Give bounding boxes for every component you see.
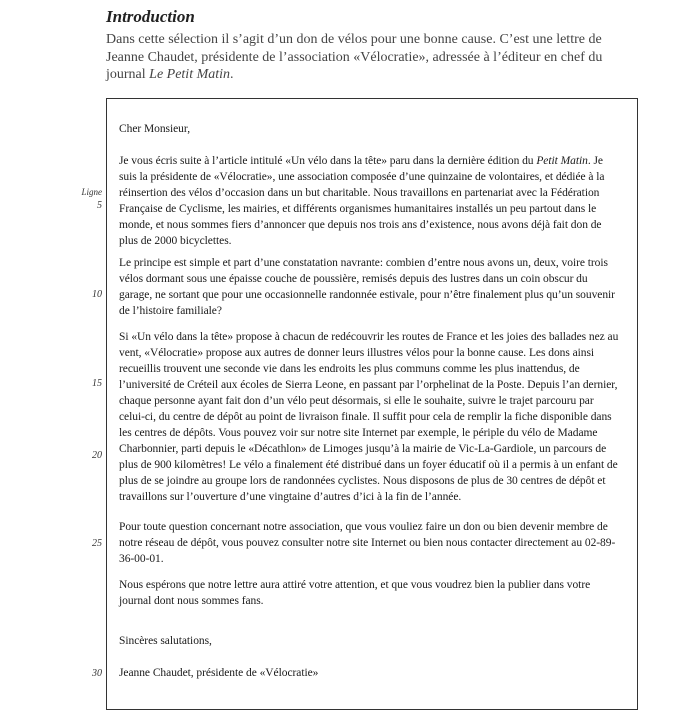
letter-paragraph-5: Nous espérons que notre lettre aura attiré votre attention, et que vous voudrez bien la publier dans votre journal dont nous sommes fans. xyxy=(119,579,591,607)
line-number-10: 10 xyxy=(92,289,102,300)
letter-paragraph-4: Pour toute question concernant notre association, que vous vouliez faire un don ou bien devenir membre de notre réseau de dépôt, vous pouvez consulter notre site Internet ou bien nous contacter directement au 02-89-36-00-01. xyxy=(119,521,616,565)
line-number-15: 15 xyxy=(92,378,102,389)
line-number-20: 20 xyxy=(92,450,102,461)
intro-text-a: Dans cette sélection il s’agit d’un don de vélos pour une bonne cause. C’est une lettre de Jeanne Chaudet, présidente de l’association «Vélocratie», adressée à l’éditeur en chef du journal xyxy=(106,32,603,82)
p1-text-a: Je vous écris suite à l’article intitulé «Un vélo dans la tête» paru dans la dernière édition du xyxy=(119,155,537,167)
p1-text-b: . Je suis la présidente de «Vélocratie», une association composée d’une quinzaine de volontaires, et dédiée à la réinsertion des vélos d’occasion dans un but charitable. Nous travaillons en partenariat avec la Fédération Française de Cyclisme, les mairies, et différents organismes humanitaires installés un peu partout dans le monde, et nous sommes fiers d’annoncer que depuis nos trois ans d’existence, nous avons déjà fait don de plus de 2000 bicyclettes. xyxy=(119,155,605,247)
line-number-5: 5 xyxy=(97,200,102,211)
p1-journal: Petit Matin xyxy=(536,155,588,167)
letter-paragraph-1 xyxy=(119,153,619,249)
letter-closing: Sincères salutations, xyxy=(119,635,212,647)
intro-text-b: . xyxy=(230,67,234,82)
intro-title: Introduction xyxy=(106,7,195,26)
letter-salutation: Cher Monsieur, xyxy=(119,123,191,135)
line-number-25: 25 xyxy=(92,538,102,549)
line-number-30: 30 xyxy=(92,668,102,679)
line-label: Ligne xyxy=(81,187,102,197)
intro-text xyxy=(106,31,626,84)
letter-signature: Jeanne Chaudet, présidente de «Vélocratie» xyxy=(119,667,319,679)
journal-name: Le Petit Matin xyxy=(149,67,231,82)
letter-paragraph-2: Le principe est simple et part d’une constatation navrante: combien d’entre nous avons un, deux, voire trois vélos dormant sous une épaisse couche de poussière, remisés depuis des lustres dans un coin obscur du garage, ne sortant que pour une occasionnelle randonnée estivale, pour n’être finalement plus qu’un souvenir de l’histoire familiale? xyxy=(119,257,615,317)
letter-paragraph-3: Si «Un vélo dans la tête» propose à chacun de redécouvrir les routes de France et les joies des ballades nez au vent, «Vélocratie» propose aux autres de donner leurs illustres vélos pour la bonne cause. Les dons ainsi recueillis trouvent une seconde vie dans les endroits les plus communs comme les plus inattendus, de l’université de Créteil aux écoles de Sierra Leone, en passant par l’orphelinat de la Poste. Depuis l’an dernier, chaque personne ayant fait don d’un vélo peut désormais, si elle le souhaite, suivre le trajet parcouru par celui-ci, du centre de dépôt au point de livraison finale. Il suffit pour cela de remplir la fiche disponible dans les centres de dépôts. Vous pouvez voir sur notre site Internet par exemple, le périple du vélo de Madame Charbonnier, parti depuis le «Décathlon» de Limoges jusqu’à la mairie de Vic-La-Gardiole, un parcours de plus de 900 kilomètres! Le vélo a finalement été distribué dans un foyer éducatif où il a permis à un enfant de plus de se joindre au groupe lors de randonnées cyclistes. Nous disposons de plus de 30 centres de dépôt et travaillons sur l’ouverture d’une vingtaine d’autres d’ici à la fin de l’année. xyxy=(119,331,619,503)
